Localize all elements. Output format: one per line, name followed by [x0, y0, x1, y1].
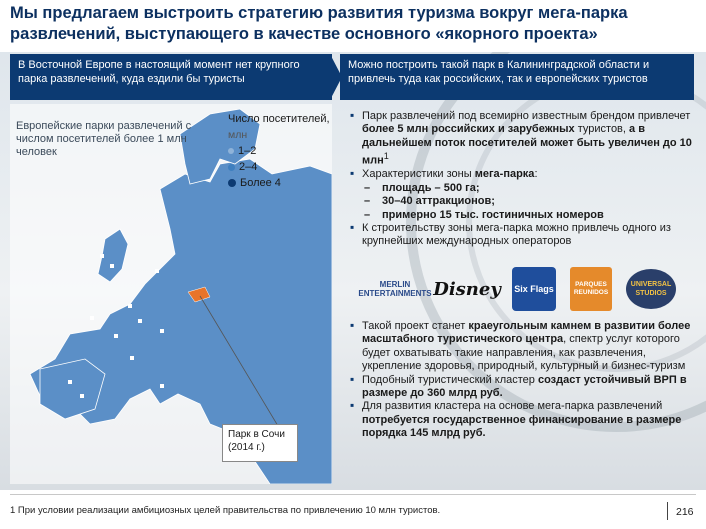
bullet-text: Для развития кластера на основе мега-парка развлечений	[362, 400, 663, 413]
bullet-item: ▪ К строительству зоны мега-парка можно привлечь одного из крупнейших международных операторов	[348, 222, 693, 249]
legend-item-label: Более 4	[240, 177, 281, 189]
footnote-divider	[10, 494, 696, 495]
legend-item-label: 1–2	[238, 145, 257, 157]
legend-item	[228, 176, 330, 190]
universal-studios-logo: UNIVERSAL STUDIOS	[626, 269, 676, 309]
legend-item-label: 2–4	[239, 161, 258, 173]
bullets-bottom	[348, 320, 693, 441]
bullet-item	[348, 374, 693, 401]
bullet-bold-text: а в дальнейшем поток посетителей может быть увеличен до 10 млн	[362, 123, 692, 167]
bullet-text: Характеристики зоны	[362, 168, 475, 181]
footnote-ref: 1	[383, 151, 389, 162]
bullet-text: Подобный туристический кластер	[362, 373, 538, 386]
bullet-item	[348, 400, 693, 440]
bullet-bold-text: краеугольным камнем в развитии более масштабного туристического центра	[362, 320, 691, 346]
bullet-bold-text: более 5 млн российских и зарубежных	[362, 123, 575, 136]
page-number: 216	[676, 506, 694, 518]
sochi-park-label: Парк в Сочи (2014 г.)	[222, 424, 298, 462]
map-legend	[228, 112, 330, 190]
left-header: В Восточной Европе в настоящий момент нет крупного парка развлечений, куда ездили бы туристы	[10, 54, 332, 100]
bullet-text: Парк развлечений под всемирно известным брендом привлечет	[362, 110, 691, 122]
legend-item	[228, 144, 330, 158]
disney-logo: Disney	[433, 278, 501, 300]
bullet-item	[348, 110, 693, 168]
legend-title: Число посетителей,	[228, 113, 330, 125]
bullet-bold-text: создаст устойчивый ВРП в размере до 360 млрд руб.	[362, 373, 687, 400]
map-caption: Европейские парки развлечений с числом посетителей более 1 млн человек	[16, 120, 192, 158]
park-marker	[114, 334, 118, 338]
bullets-top	[348, 110, 693, 249]
operator-logos	[358, 262, 688, 316]
park-marker	[130, 356, 134, 360]
bullet-text: туристов,	[574, 123, 630, 136]
page-title: Мы предлагаем выстроить стратегию развития туризма вокруг мега-парка развлечений, выступающего в качестве основного «якорного проекта»	[10, 4, 628, 43]
page-number-separator	[667, 502, 668, 520]
bullet-text: Такой проект станет	[362, 320, 469, 332]
dash-item: – примерно 15 тыс. гостиничных номеров	[348, 209, 693, 222]
right-header: Можно построить такой парк в Калининградской области и привлечь туда как российских, так и европейских туристов	[340, 54, 694, 100]
dash-item: – 30–40 аттракционов;	[348, 195, 693, 208]
park-marker	[138, 319, 142, 323]
bullet-item	[348, 320, 693, 374]
parques-reunidos-logo: PARQUES REUNIDOS	[570, 267, 612, 311]
park-marker	[110, 264, 114, 268]
dash-item: – площадь – 500 га;	[348, 182, 693, 195]
legend-dot-medium	[228, 164, 235, 171]
bullet-text: :	[534, 168, 538, 181]
six-flags-logo: Six Flags	[512, 267, 556, 311]
bullet-text: , спектр услуг которого будет охватывать такие направления, как развлечения, укрепление здоровья, природный, культурный и бизнес-туризм	[362, 333, 686, 373]
bullet-bold-text: мега-парка	[474, 168, 535, 181]
park-marker	[90, 316, 94, 320]
legend-dot-large	[228, 179, 236, 187]
merlin-logo: MERLIN ENTERTAINMENTS	[358, 280, 432, 298]
bullet-bold-text: потребуется государственное финансирование в размере порядка 145 млрд руб.	[362, 413, 682, 440]
park-marker	[160, 329, 164, 333]
park-marker	[68, 380, 72, 384]
bullet-item	[348, 168, 693, 181]
park-marker	[160, 384, 164, 388]
park-marker	[80, 394, 84, 398]
park-marker	[100, 254, 104, 258]
park-marker	[128, 304, 132, 308]
footnote: 1 При условии реализации амбициозных целей правительства по привлечению 10 млн туристов.	[10, 505, 441, 516]
legend-dot-small	[228, 148, 234, 154]
legend-item	[228, 160, 330, 174]
legend-unit: млн	[228, 129, 248, 141]
park-marker	[155, 269, 159, 273]
